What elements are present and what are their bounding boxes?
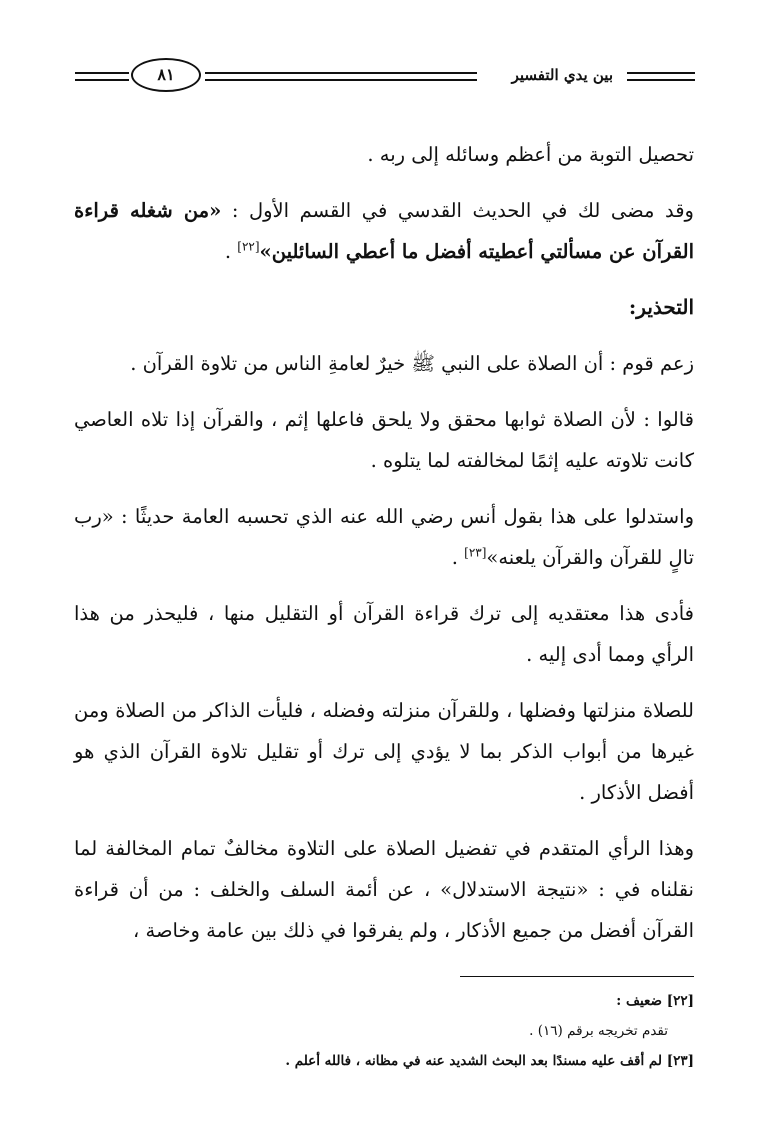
paragraph-2 — [74, 190, 694, 272]
header-rule-middle — [205, 72, 477, 81]
footnotes — [74, 986, 694, 1076]
footnote-23-text: [٢٣] لم أقف عليه مسندًا بعد البحث الشديد عنه في مظانه ، فالله أعلم . — [285, 1053, 694, 1069]
footnote-separator — [460, 976, 694, 977]
paragraph-2-lead: وقد مضى لك في الحديث القدسي في القسم الأول : — [221, 199, 694, 222]
footnote-22-text: تقدم تخريجه برقم (١٦) . — [529, 1023, 668, 1039]
paragraph-7: للصلاة منزلتها وفضلها ، وللقرآن منزلته وفضله ، فليأت الذاكر من الصلاة ومن غيرها من أبواب الذكر بما لا يؤدي إلى ترك أو تقليل تلاوة القرآن الذي هو أفضل الأذكار . — [74, 699, 694, 804]
paragraph-8: وهذا الرأي المتقدم في تفضيل الصلاة على التلاوة مخالفٌ تمام المخالفة لما نقلناه في : «نتيجة الاستدلال» ، عن أئمة السلف والخلف : من أن قراءة القرآن أفضل من جميع الأذكار ، ولم يفرقوا في ذلك بين عامة وخاصة ، — [74, 837, 694, 942]
paragraph-5 — [74, 496, 694, 578]
paragraph-5-text: واستدلوا على هذا بقول أنس رضي الله عنه الذي تحسبه العامة حديثًا : «رب تالٍ للقرآن والقرآن يلعنه» — [74, 505, 694, 569]
header-rule-right — [627, 72, 695, 81]
page-number: ٨١ — [131, 58, 201, 92]
page-body — [74, 134, 694, 966]
footnote-22-title: [٢٢] ضعيف : — [616, 993, 694, 1009]
paragraph-2-end: . — [224, 240, 238, 263]
header-rule-left — [75, 72, 129, 81]
footnote-ref-23[interactable]: [٢٣] — [464, 545, 487, 560]
hadith-quote: «من شغله قراءة القرآن عن مسألتي أعطيته أفضل ما أعطي السائلين» — [74, 199, 694, 263]
paragraph-5-end: . — [451, 546, 465, 569]
footnote-ref-22[interactable]: [٢٢] — [237, 239, 260, 254]
paragraph-4: قالوا : لأن الصلاة ثوابها محقق ولا يلحق فاعلها إثم ، والقرآن إذا تلاه العاصي كانت تلاوته عليه إثمًا لمخالفته لما يتلوه . — [74, 408, 694, 472]
running-title: بين يدي التفسير — [511, 66, 613, 84]
paragraph-6: فأدى هذا معتقديه إلى ترك قراءة القرآن أو التقليل منها ، فليحذر من هذا الرأي ومما أدى إليه . — [74, 602, 694, 666]
paragraph-1: تحصيل التوبة من أعظم وسائله إلى ربه . — [367, 143, 694, 166]
paragraph-3: زعم قوم : أن الصلاة على النبي ﷺ خيرٌ لعامةِ الناس من تلاوة القرآن . — [130, 352, 694, 375]
page-header — [75, 56, 695, 100]
section-heading: التحذير: — [628, 295, 694, 319]
